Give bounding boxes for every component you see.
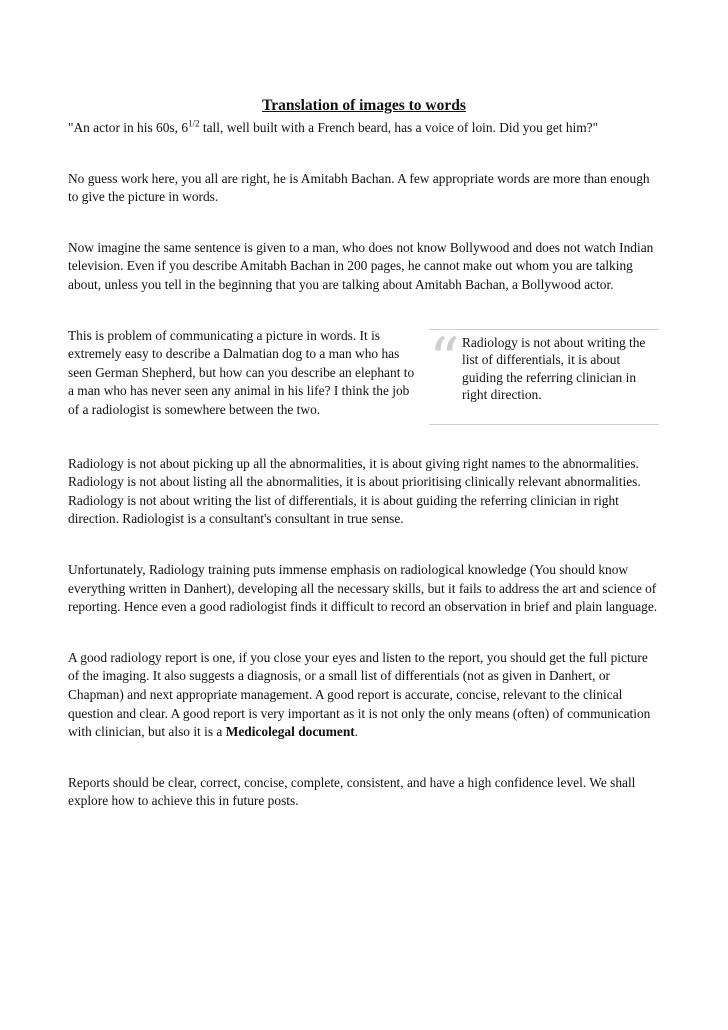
paragraph-3: This is problem of communicating a picture in words. It is extremely easy to describe a Dalmatian dog to a man who has seen German Shepherd, but how can you describe an elephant to a man who has never seen any animal in his life? I think the job of a radiologist is somewhere between the two. bbox=[68, 327, 415, 417]
paragraph-7: Reports should be clear, correct, concise, complete, consistent, and have a high confidence level. We shall explore how to achieve this in future posts. bbox=[68, 774, 636, 809]
quote-end: tall, well built with a French beard, has a voice of loin. Did you get him?" bbox=[199, 120, 599, 135]
paragraph-4: Radiology is not about picking up all the abnormalities, it is about giving right names to the abnormalities. Radiology is not about listing all the abnormalities, it is about prioritising clinically relevant abnormalities. Radiology is not about writing the list of differentials, it is about guiding the referring clinician in right direction. Radiologist is a consultant's consultant in true sense. bbox=[68, 455, 641, 527]
pull-quote-box bbox=[429, 324, 659, 425]
document-page bbox=[68, 96, 660, 811]
paragraph-1: No guess work here, you all are right, he is Amitabh Bachan. A few appropriate words are more than enough to give the picture in words. bbox=[68, 170, 650, 205]
pull-quote-text: Radiology is not about writing the list of differentials, it is about guiding the referring clinician in right direction. bbox=[462, 334, 646, 403]
paragraph-2: Now imagine the same sentence is given to a man, who does not know Bollywood and does not watch Indian television. Even if you describe Amitabh Bachan in 200 pages, he cannot make out whom you are talking about, unless you tell in the beginning that you are talking about Amitabh Bachan, a Bollywood actor. bbox=[68, 239, 654, 292]
quote-superscript: 1/2 bbox=[188, 118, 200, 129]
paragraph-6-text: A good radiology report is one, if you close your eyes and listen to the report, you should get the full picture of the imaging. It also suggests a diagnosis, or a small list of differentials (not as given in Danhert, or Chapman) and next appropriate management. A good report is accurate, concise, relevant to the clinical question and clear. A good report is very important as it is not only the only means (often) of communication with clinician, but also it is a bbox=[68, 649, 651, 740]
paragraph-5: Unfortunately, Radiology training puts immense emphasis on radiological knowledge (You should know everything written in Danhert), developing all the necessary skills, but it fails to address the art and science of reporting. Hence even a good radiologist finds it difficult to record an observation in brief and plain language. bbox=[68, 561, 658, 615]
paragraph-6-end: . bbox=[354, 724, 359, 740]
document-title: Translation of images to words bbox=[262, 97, 466, 114]
quote-start: "An actor in his 60s, 6 bbox=[68, 120, 189, 135]
quote-mark-icon: “ bbox=[429, 324, 460, 395]
medicolegal-emphasis: Medicolegal document bbox=[225, 724, 355, 740]
paragraph-6 bbox=[68, 649, 660, 742]
opening-quote bbox=[68, 119, 660, 138]
paragraph-with-pullquote bbox=[68, 324, 660, 423]
